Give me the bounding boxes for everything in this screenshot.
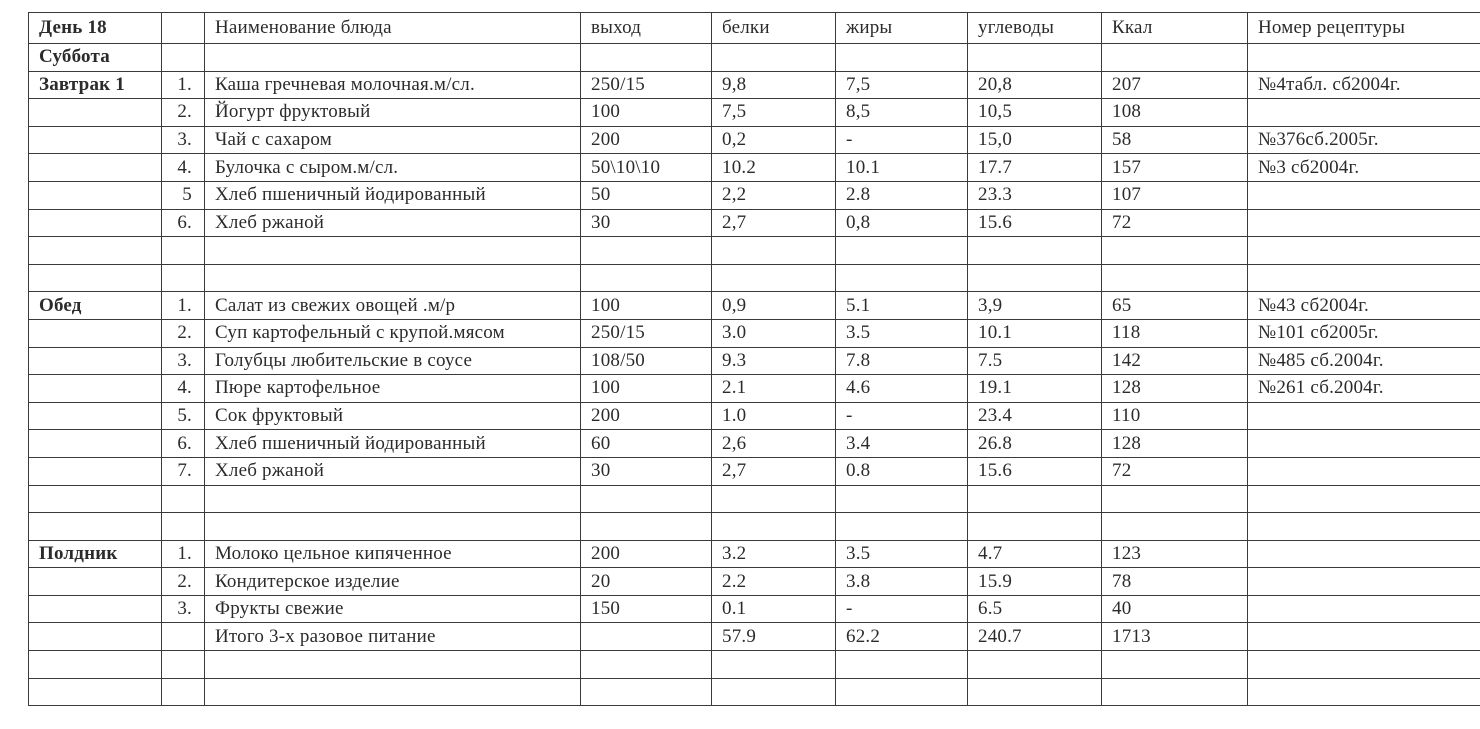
dish-name-cell: Суп картофельный с крупой.мясом xyxy=(205,319,581,347)
yield-cell: 30 xyxy=(581,209,712,237)
carbs-cell: 23.3 xyxy=(968,181,1102,209)
dish-name-cell: Хлеб пшеничный йодированный xyxy=(205,181,581,209)
table-row xyxy=(29,513,1480,541)
protein-cell: 10.2 xyxy=(712,154,836,182)
meal-cell xyxy=(29,375,162,403)
carbs-cell: 6.5 xyxy=(968,595,1102,623)
protein-cell xyxy=(712,678,836,706)
protein-cell: 0.1 xyxy=(712,595,836,623)
meal-cell xyxy=(29,678,162,706)
weekday-yield xyxy=(581,44,712,72)
dish-name-cell: Молоко цельное кипяченное xyxy=(205,540,581,568)
fat-cell xyxy=(836,264,968,292)
weekday-carbs xyxy=(968,44,1102,72)
table-row xyxy=(29,430,1480,458)
item-number-cell xyxy=(162,651,205,679)
item-number-cell: 7. xyxy=(162,457,205,485)
carbs-cell: 19.1 xyxy=(968,375,1102,403)
dish-name-cell: Салат из свежих овощей .м/р xyxy=(205,292,581,320)
recipe-number-cell: №4табл. сб2004г. xyxy=(1248,71,1480,99)
recipe-number-cell xyxy=(1248,99,1480,127)
header-num xyxy=(162,13,205,44)
kcal-cell: 108 xyxy=(1102,99,1248,127)
dish-name-cell: Фрукты свежие xyxy=(205,595,581,623)
carbs-cell: 240.7 xyxy=(968,623,1102,651)
fat-cell: 7,5 xyxy=(836,71,968,99)
protein-cell: 3.2 xyxy=(712,540,836,568)
table-row xyxy=(29,595,1480,623)
header-carbs: углеводы xyxy=(968,13,1102,44)
table-row xyxy=(29,264,1480,292)
fat-cell xyxy=(836,678,968,706)
yield-cell: 60 xyxy=(581,430,712,458)
table-row xyxy=(29,651,1480,679)
fat-cell: 0.8 xyxy=(836,457,968,485)
fat-cell: 3.4 xyxy=(836,430,968,458)
yield-cell: 200 xyxy=(581,402,712,430)
menu-table xyxy=(28,12,1480,706)
protein-cell: 2,2 xyxy=(712,181,836,209)
recipe-number-cell xyxy=(1248,237,1480,265)
table-row xyxy=(29,154,1480,182)
recipe-number-cell xyxy=(1248,209,1480,237)
recipe-number-cell xyxy=(1248,485,1480,513)
yield-cell: 150 xyxy=(581,595,712,623)
header-row xyxy=(29,13,1480,44)
carbs-cell xyxy=(968,264,1102,292)
table-row xyxy=(29,292,1480,320)
fat-cell xyxy=(836,485,968,513)
recipe-number-cell xyxy=(1248,568,1480,596)
yield-cell: 20 xyxy=(581,568,712,596)
item-number-cell: 5. xyxy=(162,402,205,430)
table-row xyxy=(29,375,1480,403)
dish-name-cell xyxy=(205,237,581,265)
meal-cell xyxy=(29,237,162,265)
protein-cell xyxy=(712,237,836,265)
fat-cell: 8,5 xyxy=(836,99,968,127)
carbs-cell: 26.8 xyxy=(968,430,1102,458)
protein-cell: 2,7 xyxy=(712,209,836,237)
meal-cell xyxy=(29,154,162,182)
table-row xyxy=(29,126,1480,154)
yield-cell: 200 xyxy=(581,540,712,568)
dish-name-cell: Йогурт фруктовый xyxy=(205,99,581,127)
weekday-num xyxy=(162,44,205,72)
protein-cell: 2,6 xyxy=(712,430,836,458)
fat-cell: 0,8 xyxy=(836,209,968,237)
fat-cell: 62.2 xyxy=(836,623,968,651)
kcal-cell: 207 xyxy=(1102,71,1248,99)
header-day: День 18 xyxy=(29,13,162,44)
weekday-row xyxy=(29,44,1480,72)
carbs-cell: 10.1 xyxy=(968,319,1102,347)
recipe-number-cell xyxy=(1248,540,1480,568)
meal-cell: Полдник xyxy=(29,540,162,568)
dish-name-cell: Сок фруктовый xyxy=(205,402,581,430)
protein-cell: 0,9 xyxy=(712,292,836,320)
carbs-cell xyxy=(968,651,1102,679)
meal-cell xyxy=(29,457,162,485)
dish-name-cell: Булочка с сыром.м/сл. xyxy=(205,154,581,182)
carbs-cell: 20,8 xyxy=(968,71,1102,99)
carbs-cell xyxy=(968,513,1102,541)
kcal-cell: 142 xyxy=(1102,347,1248,375)
meal-cell xyxy=(29,513,162,541)
table-row xyxy=(29,209,1480,237)
weekday-dish xyxy=(205,44,581,72)
recipe-number-cell xyxy=(1248,623,1480,651)
meal-cell xyxy=(29,623,162,651)
table-row xyxy=(29,347,1480,375)
table-row xyxy=(29,623,1480,651)
meal-cell xyxy=(29,264,162,292)
item-number-cell: 1. xyxy=(162,540,205,568)
kcal-cell xyxy=(1102,485,1248,513)
kcal-cell: 58 xyxy=(1102,126,1248,154)
recipe-number-cell xyxy=(1248,264,1480,292)
table-row xyxy=(29,457,1480,485)
kcal-cell: 123 xyxy=(1102,540,1248,568)
item-number-cell: 5 xyxy=(162,181,205,209)
kcal-cell: 128 xyxy=(1102,430,1248,458)
table-row xyxy=(29,540,1480,568)
fat-cell: 3.5 xyxy=(836,540,968,568)
protein-cell: 3.0 xyxy=(712,319,836,347)
recipe-number-cell: №485 сб.2004г. xyxy=(1248,347,1480,375)
yield-cell xyxy=(581,264,712,292)
protein-cell xyxy=(712,485,836,513)
recipe-number-cell: №3 сб2004г. xyxy=(1248,154,1480,182)
header-protein: белки xyxy=(712,13,836,44)
meal-cell xyxy=(29,99,162,127)
item-number-cell: 1. xyxy=(162,71,205,99)
item-number-cell xyxy=(162,623,205,651)
meal-cell xyxy=(29,651,162,679)
dish-name-cell xyxy=(205,678,581,706)
table-row xyxy=(29,678,1480,706)
yield-cell xyxy=(581,623,712,651)
protein-cell: 0,2 xyxy=(712,126,836,154)
carbs-cell: 15.9 xyxy=(968,568,1102,596)
dish-name-cell: Кондитерское изделие xyxy=(205,568,581,596)
carbs-cell: 10,5 xyxy=(968,99,1102,127)
yield-cell: 50\10\10 xyxy=(581,154,712,182)
kcal-cell: 157 xyxy=(1102,154,1248,182)
protein-cell xyxy=(712,513,836,541)
protein-cell: 9,8 xyxy=(712,71,836,99)
item-number-cell xyxy=(162,513,205,541)
dish-name-cell: Итого 3-х разовое питание xyxy=(205,623,581,651)
item-number-cell xyxy=(162,485,205,513)
item-number-cell: 6. xyxy=(162,430,205,458)
dish-name-cell: Хлеб пшеничный йодированный xyxy=(205,430,581,458)
kcal-cell xyxy=(1102,264,1248,292)
yield-cell: 200 xyxy=(581,126,712,154)
meal-cell xyxy=(29,568,162,596)
carbs-cell: 17.7 xyxy=(968,154,1102,182)
meal-cell xyxy=(29,319,162,347)
yield-cell: 30 xyxy=(581,457,712,485)
protein-cell: 2,7 xyxy=(712,457,836,485)
protein-cell xyxy=(712,651,836,679)
carbs-cell: 15.6 xyxy=(968,457,1102,485)
kcal-cell: 110 xyxy=(1102,402,1248,430)
yield-cell: 108/50 xyxy=(581,347,712,375)
table-row xyxy=(29,485,1480,513)
item-number-cell: 2. xyxy=(162,568,205,596)
item-number-cell: 3. xyxy=(162,347,205,375)
carbs-cell: 23.4 xyxy=(968,402,1102,430)
item-number-cell: 1. xyxy=(162,292,205,320)
yield-cell: 100 xyxy=(581,375,712,403)
table-row xyxy=(29,319,1480,347)
yield-cell: 250/15 xyxy=(581,319,712,347)
fat-cell: 10.1 xyxy=(836,154,968,182)
item-number-cell: 3. xyxy=(162,595,205,623)
fat-cell: - xyxy=(836,402,968,430)
recipe-number-cell xyxy=(1248,651,1480,679)
dish-name-cell xyxy=(205,485,581,513)
recipe-number-cell xyxy=(1248,430,1480,458)
dish-name-cell: Пюре картофельное xyxy=(205,375,581,403)
kcal-cell: 78 xyxy=(1102,568,1248,596)
kcal-cell xyxy=(1102,651,1248,679)
protein-cell: 57.9 xyxy=(712,623,836,651)
kcal-cell: 1713 xyxy=(1102,623,1248,651)
protein-cell: 2.2 xyxy=(712,568,836,596)
table-row xyxy=(29,99,1480,127)
fat-cell: 2.8 xyxy=(836,181,968,209)
recipe-number-cell xyxy=(1248,181,1480,209)
meal-cell: Завтрак 1 xyxy=(29,71,162,99)
protein-cell: 9.3 xyxy=(712,347,836,375)
meal-cell xyxy=(29,402,162,430)
recipe-number-cell xyxy=(1248,595,1480,623)
meal-cell xyxy=(29,126,162,154)
weekday-recipe xyxy=(1248,44,1480,72)
yield-cell xyxy=(581,651,712,679)
dish-name-cell xyxy=(205,513,581,541)
carbs-cell: 15.6 xyxy=(968,209,1102,237)
recipe-number-cell: №101 сб2005г. xyxy=(1248,319,1480,347)
kcal-cell xyxy=(1102,513,1248,541)
item-number-cell: 6. xyxy=(162,209,205,237)
kcal-cell: 118 xyxy=(1102,319,1248,347)
fat-cell xyxy=(836,651,968,679)
item-number-cell: 2. xyxy=(162,99,205,127)
item-number-cell xyxy=(162,678,205,706)
dish-name-cell: Каша гречневая молочная.м/сл. xyxy=(205,71,581,99)
kcal-cell: 65 xyxy=(1102,292,1248,320)
yield-cell: 250/15 xyxy=(581,71,712,99)
header-fat: жиры xyxy=(836,13,968,44)
yield-cell xyxy=(581,237,712,265)
header-recipe: Номер рецептуры xyxy=(1248,13,1480,44)
recipe-number-cell: №261 сб.2004г. xyxy=(1248,375,1480,403)
carbs-cell xyxy=(968,678,1102,706)
kcal-cell xyxy=(1102,237,1248,265)
kcal-cell: 107 xyxy=(1102,181,1248,209)
yield-cell: 50 xyxy=(581,181,712,209)
item-number-cell: 4. xyxy=(162,154,205,182)
fat-cell: - xyxy=(836,126,968,154)
item-number-cell: 2. xyxy=(162,319,205,347)
fat-cell: 3.5 xyxy=(836,319,968,347)
protein-cell: 2.1 xyxy=(712,375,836,403)
meal-cell xyxy=(29,209,162,237)
meal-cell xyxy=(29,347,162,375)
carbs-cell: 4.7 xyxy=(968,540,1102,568)
dish-name-cell: Хлеб ржаной xyxy=(205,209,581,237)
yield-cell: 100 xyxy=(581,99,712,127)
fat-cell: - xyxy=(836,595,968,623)
kcal-cell: 40 xyxy=(1102,595,1248,623)
dish-name-cell xyxy=(205,651,581,679)
item-number-cell xyxy=(162,237,205,265)
yield-cell xyxy=(581,513,712,541)
table-row xyxy=(29,181,1480,209)
kcal-cell: 72 xyxy=(1102,457,1248,485)
meal-cell xyxy=(29,485,162,513)
recipe-number-cell: №43 сб2004г. xyxy=(1248,292,1480,320)
table-row xyxy=(29,402,1480,430)
carbs-cell: 15,0 xyxy=(968,126,1102,154)
carbs-cell: 3,9 xyxy=(968,292,1102,320)
kcal-cell: 72 xyxy=(1102,209,1248,237)
carbs-cell xyxy=(968,237,1102,265)
meal-cell xyxy=(29,430,162,458)
header-dish: Наименование блюда xyxy=(205,13,581,44)
fat-cell xyxy=(836,513,968,541)
table-row xyxy=(29,568,1480,596)
protein-cell xyxy=(712,264,836,292)
dish-name-cell: Хлеб ржаной xyxy=(205,457,581,485)
recipe-number-cell xyxy=(1248,457,1480,485)
fat-cell xyxy=(836,237,968,265)
weekday-protein xyxy=(712,44,836,72)
yield-cell xyxy=(581,485,712,513)
weekday-label: Суббота xyxy=(29,44,162,72)
recipe-number-cell xyxy=(1248,513,1480,541)
carbs-cell xyxy=(968,485,1102,513)
item-number-cell xyxy=(162,264,205,292)
weekday-kcal xyxy=(1102,44,1248,72)
kcal-cell: 128 xyxy=(1102,375,1248,403)
recipe-number-cell: №376сб.2005г. xyxy=(1248,126,1480,154)
dish-name-cell: Чай с сахаром xyxy=(205,126,581,154)
recipe-number-cell xyxy=(1248,402,1480,430)
fat-cell: 5.1 xyxy=(836,292,968,320)
table-row xyxy=(29,237,1480,265)
item-number-cell: 4. xyxy=(162,375,205,403)
dish-name-cell: Голубцы любительские в соусе xyxy=(205,347,581,375)
weekday-fat xyxy=(836,44,968,72)
protein-cell: 7,5 xyxy=(712,99,836,127)
carbs-cell: 7.5 xyxy=(968,347,1102,375)
fat-cell: 4.6 xyxy=(836,375,968,403)
header-yield: выход xyxy=(581,13,712,44)
meal-cell xyxy=(29,181,162,209)
meal-cell: Обед xyxy=(29,292,162,320)
fat-cell: 3.8 xyxy=(836,568,968,596)
meal-cell xyxy=(29,595,162,623)
menu-sheet xyxy=(28,12,1480,706)
item-number-cell: 3. xyxy=(162,126,205,154)
recipe-number-cell xyxy=(1248,678,1480,706)
kcal-cell xyxy=(1102,678,1248,706)
yield-cell: 100 xyxy=(581,292,712,320)
dish-name-cell xyxy=(205,264,581,292)
header-kcal: Ккал xyxy=(1102,13,1248,44)
protein-cell: 1.0 xyxy=(712,402,836,430)
yield-cell xyxy=(581,678,712,706)
table-row xyxy=(29,71,1480,99)
fat-cell: 7.8 xyxy=(836,347,968,375)
